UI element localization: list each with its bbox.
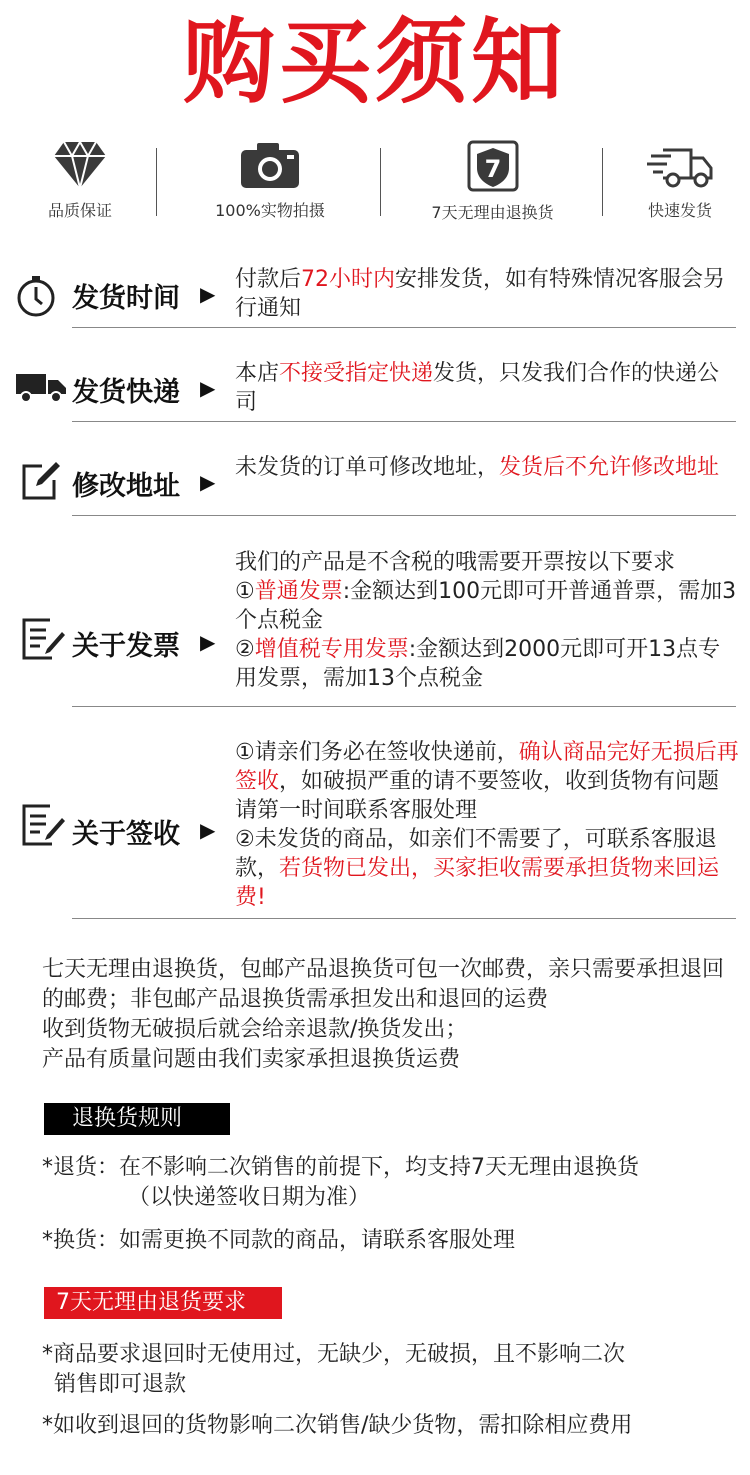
row-heading: 发货快递 bbox=[72, 377, 180, 408]
feature-quality bbox=[20, 140, 140, 222]
policy-paragraph bbox=[42, 955, 732, 1075]
row-heading: 关于发票 bbox=[72, 631, 180, 662]
arrow-right-icon: ▶ bbox=[200, 470, 216, 494]
document-edit-icon bbox=[20, 804, 66, 848]
policy-text-line: 七天无理由退换货，包邮产品退换货可包一次邮费，亲只需要承担退回的邮费；非包邮产品退换货需承担发出和退回的运费 bbox=[42, 957, 725, 1012]
exchange-rules-tag: 退换货规则 bbox=[44, 1103, 230, 1135]
row-divider bbox=[72, 515, 736, 516]
row-divider bbox=[72, 421, 736, 422]
feature-real-photo bbox=[190, 140, 350, 222]
diamond-icon bbox=[52, 140, 108, 190]
row-shipping-time bbox=[0, 262, 750, 328]
row-body: 我们的产品是不含税的哦需要开票按以下要求 ①普通发票:金额达到100元即可开普通普票，需加3个点税金 ②增值税专用发票:金额达到2000元即可开13点专用发票，需加13个点税金 bbox=[235, 550, 737, 691]
page-title: 购买须知 bbox=[182, 9, 567, 116]
row-body: 未发货的订单可修改地址，发货后不允许修改地址 bbox=[235, 455, 720, 480]
exchange-rule: *换货：如需更换不同款的商品，请联系客服处理 bbox=[42, 1228, 516, 1253]
feature-label: 7天无理由退换货 bbox=[431, 203, 554, 222]
feature-fast-delivery bbox=[625, 140, 735, 222]
row-heading: 发货时间 bbox=[72, 283, 180, 314]
row-courier bbox=[0, 356, 750, 422]
row-body: 本店不接受指定快递发货，只发我们合作的快递公司 bbox=[235, 361, 720, 415]
row-body: 付款后72小时内安排发货，如有特殊情况客服会另行通知 bbox=[235, 267, 726, 321]
arrow-right-icon: ▶ bbox=[200, 818, 216, 842]
feature-7day-return bbox=[405, 140, 580, 222]
arrow-right-icon: ▶ bbox=[200, 282, 216, 306]
row-heading: 修改地址 bbox=[72, 471, 180, 502]
row-body: ①请亲们务必在签收快递前，确认商品完好无损后再签收，如破损严重的请不要签收，收到货物有问题请第一时间联系客服处理 ②未发货的商品，如亲们不需要了，可联系客服退款，若货物已发出，买家拒收需要承担货物来回运费! bbox=[235, 740, 739, 910]
seven-day-requirement: *如收到退回的货物影响二次销售/缺少货物，需扣除相应费用 bbox=[42, 1413, 633, 1438]
row-receipt bbox=[0, 736, 750, 918]
shield-badge-text: 7 bbox=[484, 155, 501, 183]
row-divider bbox=[72, 327, 736, 328]
policy-text-line: 产品有质量问题由我们卖家承担退换货运费 bbox=[42, 1047, 461, 1072]
camera-icon bbox=[239, 140, 301, 190]
edit-note-icon bbox=[20, 460, 62, 502]
shield-7-icon bbox=[467, 140, 519, 192]
seven-day-tag: 7天无理由退货要求 bbox=[44, 1287, 282, 1319]
divider bbox=[156, 148, 157, 216]
row-divider bbox=[72, 706, 736, 707]
row-address bbox=[0, 450, 750, 516]
feature-label: 快速发货 bbox=[647, 201, 712, 220]
row-divider bbox=[72, 918, 736, 919]
divider bbox=[602, 148, 603, 216]
stopwatch-icon bbox=[14, 274, 58, 318]
feature-label: 100%实物拍摄 bbox=[215, 201, 325, 220]
arrow-right-icon: ▶ bbox=[200, 630, 216, 654]
divider bbox=[380, 148, 381, 216]
truck-icon bbox=[14, 370, 68, 404]
row-heading: 关于签收 bbox=[72, 819, 180, 850]
policy-text-line: 收到货物无破损后就会给亲退款/换货发出； bbox=[42, 1017, 468, 1042]
seven-day-requirement: *商品要求退回时无使用过，无缺少，无破损，且不影响二次 销售即可退款 bbox=[42, 1342, 626, 1397]
feature-icon-strip bbox=[0, 140, 750, 222]
delivery-truck-icon bbox=[645, 140, 715, 190]
row-invoice bbox=[0, 548, 750, 706]
return-rule: *退货：在不影响二次销售的前提下，均支持7天无理由退换货 （以快递签收日期为准） bbox=[42, 1155, 639, 1210]
arrow-right-icon: ▶ bbox=[200, 376, 216, 400]
feature-label: 品质保证 bbox=[47, 201, 112, 220]
document-edit-icon bbox=[20, 618, 66, 662]
